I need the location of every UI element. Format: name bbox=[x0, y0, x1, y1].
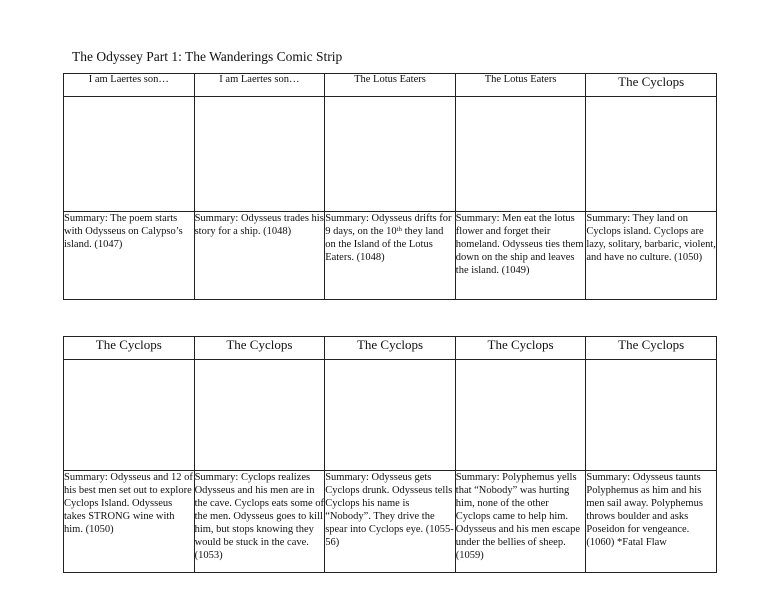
panel-header bbox=[455, 337, 586, 360]
panel-header-row bbox=[64, 74, 717, 97]
summary-cell bbox=[325, 212, 456, 300]
summary-text: Summary: Polyphemus yells that “Nobody” was hurting him, none of the other Cyclops came to help him. Odysseus and his men escape under the bellies of sheep. (1059) bbox=[455, 472, 581, 561]
summary-cell bbox=[325, 471, 456, 573]
summary-text: Summary: Odysseus trades his story for a ship. (1048) bbox=[194, 213, 324, 237]
panel-header-text: The Cyclops bbox=[487, 337, 554, 352]
comic-strip-row-2 bbox=[63, 336, 717, 573]
summary-cell bbox=[194, 471, 325, 573]
summary-text: Summary: Men eat the lotus flower and forget their homeland. Odysseus ties them down on the ship and leaves the island. (1049) bbox=[455, 213, 584, 276]
summary-text: Summary: Odysseus and 12 of his best men set out to explore Cyclops Island. Odysseus takes STRONG wine with him. (1050) bbox=[64, 472, 193, 535]
drawing-panel bbox=[586, 97, 717, 212]
summary-row bbox=[64, 212, 717, 300]
panel-header bbox=[64, 74, 195, 97]
panel-header-text: The Lotus Eaters bbox=[484, 74, 557, 85]
panel-header-text: The Cyclops bbox=[95, 337, 162, 352]
panel-header bbox=[586, 74, 717, 97]
drawing-panel-row bbox=[64, 97, 717, 212]
panel-header-text: I am Laertes son… bbox=[219, 74, 300, 85]
panel-header-text: The Cyclops bbox=[618, 337, 685, 352]
panel-header-row bbox=[64, 337, 717, 360]
summary-row bbox=[64, 471, 717, 573]
summary-cell bbox=[455, 212, 586, 300]
drawing-panel bbox=[64, 97, 195, 212]
panel-header bbox=[325, 337, 456, 360]
panel-header-text: The Lotus Eaters bbox=[354, 74, 426, 85]
summary-cell bbox=[64, 471, 195, 573]
summary-cell bbox=[586, 212, 717, 300]
comic-strip-row-1 bbox=[63, 73, 717, 300]
panel-header-text: The Cyclops bbox=[226, 337, 293, 352]
drawing-panel bbox=[455, 97, 586, 212]
panel-header-text: The Cyclops bbox=[356, 337, 424, 352]
summary-text: Summary: Cyclops realizes Odysseus and his men are in the cave. Cyclops eats some of the men. Odysseus goes to kill him, but stops knowing they would be stuck in the cave. (1053) bbox=[194, 472, 325, 561]
summary-text: Summary: Odysseus gets Cyclops drunk. Odysseus tells Cyclops his name is “Nobody”. They drive the spear into Cyclops eye. (1055-56) bbox=[325, 472, 454, 548]
panel-header bbox=[325, 74, 456, 97]
panel-header bbox=[586, 337, 717, 360]
summary-cell bbox=[194, 212, 325, 300]
drawing-panel-row bbox=[64, 360, 717, 471]
summary-text: Summary: Odysseus taunts Polyphemus as him and his men sail away. Polyphemus throws boulder and asks Poseidon for vengeance. (1060) *Fatal Flaw bbox=[586, 472, 703, 548]
summary-cell bbox=[455, 471, 586, 573]
panel-header bbox=[455, 74, 586, 97]
panel-header-text: The Cyclops bbox=[618, 74, 685, 89]
summary-text: Summary: Odysseus drifts for 9 days, on the 10ᵗʰ they land on the Island of the Lotus Eaters. (1048) bbox=[325, 213, 452, 263]
drawing-panel bbox=[194, 97, 325, 212]
panel-header bbox=[64, 337, 195, 360]
summary-text: Summary: The poem starts with Odysseus on Calypso’s island. (1047) bbox=[64, 213, 183, 250]
drawing-panel bbox=[325, 360, 456, 471]
drawing-panel bbox=[455, 360, 586, 471]
page-title: The Odyssey Part 1: The Wanderings Comic Strip bbox=[72, 49, 343, 64]
drawing-panel bbox=[194, 360, 325, 471]
panel-header bbox=[194, 74, 325, 97]
panel-header-text: I am Laertes son… bbox=[88, 74, 169, 85]
drawing-panel bbox=[325, 97, 456, 212]
summary-cell bbox=[64, 212, 195, 300]
panel-header bbox=[194, 337, 325, 360]
summary-cell bbox=[586, 471, 717, 573]
summary-text: Summary: They land on Cyclops island. Cyclops are lazy, solitary, barbaric, violent, and have no culture. (1050) bbox=[586, 213, 716, 263]
drawing-panel bbox=[586, 360, 717, 471]
drawing-panel bbox=[64, 360, 195, 471]
